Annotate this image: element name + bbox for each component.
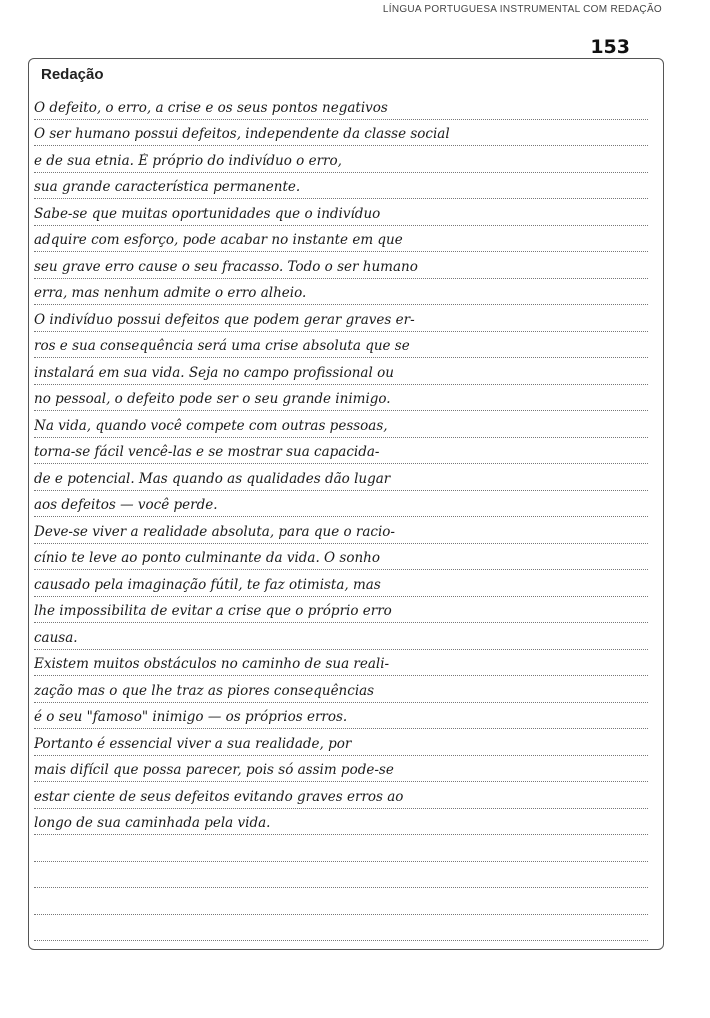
essay-line [34,650,648,677]
essay-line [34,544,648,571]
essay-line-text: ros e sua consequência será uma crise absoluta que se [34,338,410,354]
essay-line-empty [34,835,648,862]
essay-line [34,438,648,465]
essay-line-text: O indivíduo possui defeitos que podem gerar graves er- [34,311,415,328]
essay-line [34,756,648,783]
essay-line [34,93,648,120]
essay-line-text: longo de sua caminhada pela vida. [34,815,271,831]
essay-line-empty [34,862,648,889]
essay-line-empty [34,915,648,942]
essay-line [34,411,648,438]
book-header: LÍNGUA PORTUGUESA INSTRUMENTAL COM REDAÇÃO [382,4,662,15]
essay-line [34,173,648,200]
essay-line-text: Na vida, quando você compete com outras pessoas, [34,417,388,434]
essay-line [34,623,648,650]
essay-line [34,703,648,730]
essay-line [34,199,648,226]
essay-line [34,252,648,279]
essay-line-text: aos defeitos — você perde. [34,497,218,513]
essay-line-text: mais difícil que possa parecer, pois só assim pode-se [34,762,394,778]
essay-line-text: sua grande característica permanente. [34,179,301,195]
section-title: Redação [41,66,104,83]
essay-line-text: cínio te leve ao ponto culminante da vida. O sonho [34,550,380,566]
essay-line [34,385,648,412]
essay-line [34,279,648,306]
essay-line-text: zação mas o que lhe traz as piores consequências [34,682,375,699]
essay-line-text: Deve-se viver a realidade absoluta, para que o racio- [34,523,395,540]
essay-line [34,305,648,332]
essay-line-text: estar ciente de seus defeitos evitando graves erros ao [34,788,404,805]
essay-line-empty [34,888,648,915]
essay-line [34,358,648,385]
essay-line-text: Existem muitos obstáculos no caminho de sua reali- [34,656,390,672]
essay-line [34,120,648,147]
essay-line-text: e de sua etnia. É próprio do indivíduo o erro, [34,152,342,169]
essay-line [34,226,648,253]
essay-line-text: Sabe-se que muitas oportunidades que o indivíduo [34,205,381,222]
essay-line-text: causado pela imaginação fútil, te faz otimista, mas [34,576,381,593]
essay-line-text: causa. [34,629,78,646]
essay-line-text: seu grave erro cause o seu fracasso. Todo o ser humano [34,258,418,275]
essay-line-text: Portanto é essencial viver a sua realidade, por [34,735,352,752]
essay-line-text: adquire com esforço, pode acabar no instante em que [34,232,403,248]
essay-line [34,517,648,544]
essay-line [34,332,648,359]
essay-line [34,729,648,756]
essay-line-text: lhe impossibilita de evitar a crise que o próprio erro [34,603,392,619]
essay-line-text: de e potencial. Mas quando as qualidades dão lugar [34,470,391,487]
essay-line-text: é o seu "famoso" inimigo — os próprios erros. [34,709,348,725]
essay-line-text: instalará em sua vida. Seja no campo profissional ou [34,364,394,381]
essay-line [34,782,648,809]
essay-line [34,809,648,836]
essay-line [34,570,648,597]
essay-line [34,491,648,518]
page-number: 153 [590,36,630,58]
essay-line-text: O ser humano possui defeitos, independente da classe social [34,126,450,142]
essay-line-text: torna-se fácil vencê-las e se mostrar sua capacida- [34,444,380,460]
essay-line-text: erra, mas nenhum admite o erro alheio. [34,285,307,301]
essay-line [34,597,648,624]
essay-line-text: no pessoal, o defeito pode ser o seu grande inimigo. [34,391,391,407]
essay-line [34,676,648,703]
essay-line [34,146,648,173]
handwritten-essay [34,93,648,941]
essay-line [34,464,648,491]
essay-line-text: O defeito, o erro, a crise e os seus pontos negativos [34,99,388,116]
